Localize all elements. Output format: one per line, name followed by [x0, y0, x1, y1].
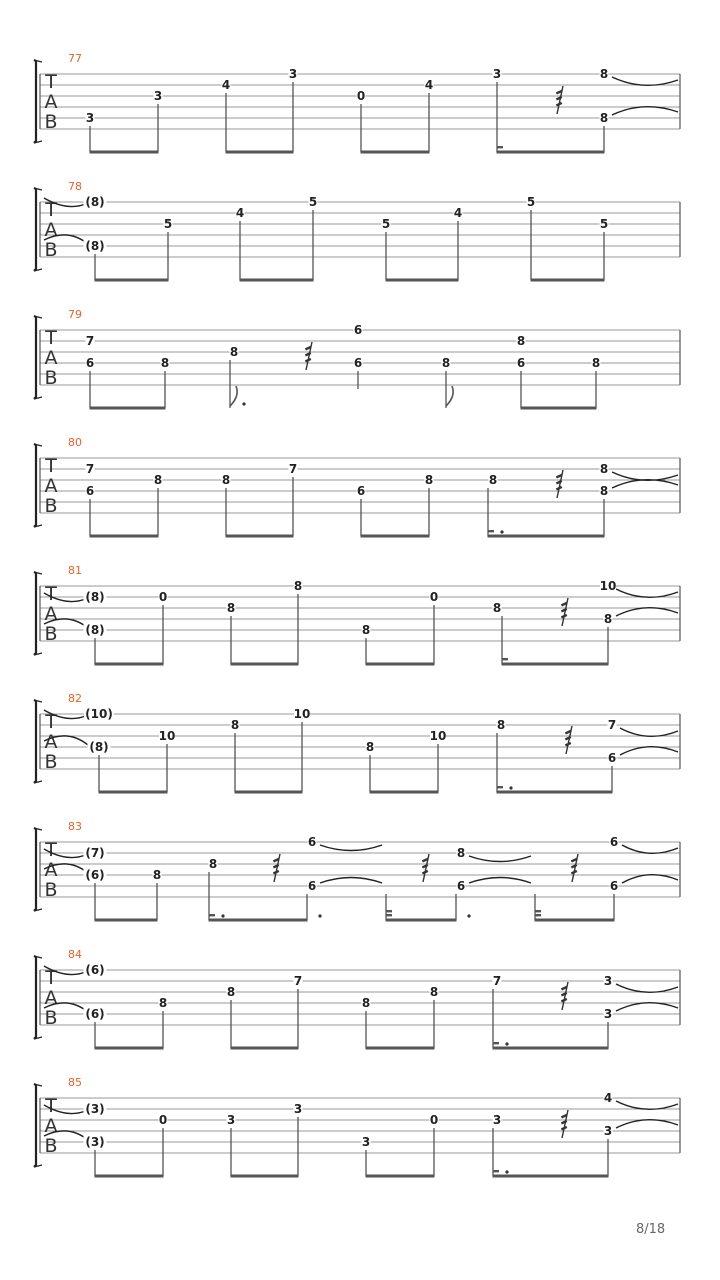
fret-number: 8 [361, 996, 371, 1010]
note-beam [493, 1047, 609, 1050]
tremolo-bar [556, 480, 562, 485]
note-flag [446, 386, 453, 406]
measure-number: 78 [68, 180, 82, 193]
tab-clef-letter: B [44, 111, 58, 133]
tie-arc [616, 608, 678, 616]
system-bracket [34, 444, 36, 527]
fret-number: 8 [599, 462, 609, 476]
fret-number: 0 [356, 89, 366, 103]
partial-beam [497, 146, 503, 148]
fret-number: 6 [85, 484, 95, 498]
fret-number: 6 [516, 356, 526, 370]
fret-number: 7 [492, 974, 502, 988]
note-beam [497, 791, 613, 794]
tab-clef-letter: T [45, 583, 57, 605]
fret-number: 10 [599, 579, 617, 593]
tab-clef-letter: A [44, 1115, 58, 1137]
note-beam [90, 151, 159, 154]
system-bracket [34, 188, 36, 271]
note-beam [95, 663, 164, 666]
fret-number: (6) [85, 868, 105, 882]
partial-beam [386, 914, 392, 916]
fret-number: 6 [85, 356, 95, 370]
fret-number: 8 [516, 334, 526, 348]
fret-number: 6 [353, 356, 363, 370]
partial-beam [493, 1170, 499, 1172]
fret-number: 3 [153, 89, 163, 103]
tie-arc [622, 875, 678, 883]
tab-clef-letter: A [44, 219, 58, 241]
dot-mark [318, 914, 321, 917]
tie-arc [616, 1101, 678, 1109]
fret-number: 6 [609, 879, 619, 893]
system-bracket [34, 60, 36, 143]
note-beam [95, 919, 158, 922]
fret-number: 10 [429, 729, 447, 743]
fret-number: 8 [221, 473, 231, 487]
tremolo-bar [556, 96, 562, 101]
system-bracket [34, 572, 36, 655]
fret-number: 8 [158, 996, 168, 1010]
tie-arc [469, 878, 531, 884]
fret-number: 8 [293, 579, 303, 593]
tab-clef-letter: T [45, 839, 57, 861]
fret-number: 10 [158, 729, 176, 743]
measure-number: 85 [68, 1076, 82, 1089]
fret-number: 7 [85, 462, 95, 476]
partial-beam [502, 658, 508, 660]
dot-mark [509, 786, 512, 789]
fret-number: 8 [230, 718, 240, 732]
measure-number: 81 [68, 564, 82, 577]
measure-number: 82 [68, 692, 82, 705]
fret-number: 7 [85, 334, 95, 348]
fret-number: (8) [85, 590, 105, 604]
note-beam [366, 1175, 435, 1178]
fret-number: 8 [208, 857, 218, 871]
fret-number: (8) [85, 623, 105, 637]
fret-number: 6 [607, 751, 617, 765]
fret-number: 8 [441, 356, 451, 370]
fret-number: 8 [488, 473, 498, 487]
fret-number: 5 [163, 217, 173, 231]
partial-beam [535, 914, 541, 916]
dot-mark [505, 1042, 508, 1045]
fret-number: 4 [453, 206, 463, 220]
tie-arc [320, 845, 382, 851]
tie-arc [620, 728, 678, 736]
tab-system [34, 820, 680, 922]
tab-clef-letter: T [45, 199, 57, 221]
measure-number: 77 [68, 52, 82, 65]
partial-beam [535, 910, 541, 912]
dot-mark [221, 914, 224, 917]
measure-number: 83 [68, 820, 82, 833]
fret-number: 5 [599, 217, 609, 231]
tremolo-bar [561, 992, 567, 997]
tab-clef-letter: T [45, 711, 57, 733]
note-flag [230, 386, 237, 406]
tab-clef-letter: B [44, 751, 58, 773]
fret-number: 7 [293, 974, 303, 988]
fret-number: (8) [85, 239, 105, 253]
note-beam [226, 535, 294, 538]
fret-number: 3 [603, 974, 613, 988]
note-beam [231, 1175, 299, 1178]
fret-number: 8 [492, 601, 502, 615]
tab-clef-letter: B [44, 879, 58, 901]
system-bracket [34, 700, 36, 783]
fret-number: 4 [221, 78, 231, 92]
tab-clef-letter: T [45, 327, 57, 349]
tie-arc [620, 747, 678, 755]
fret-number: 6 [307, 879, 317, 893]
dot-mark [467, 914, 470, 917]
fret-number: 8 [226, 601, 236, 615]
tie-arc [616, 1003, 678, 1011]
fret-number: 8 [599, 67, 609, 81]
fret-number: (8) [89, 740, 109, 754]
tab-clef-letter: T [45, 1095, 57, 1117]
tab-system [34, 948, 680, 1050]
note-beam [95, 1175, 164, 1178]
fret-number: 6 [456, 879, 466, 893]
fret-number: 8 [424, 473, 434, 487]
fret-number: 8 [429, 985, 439, 999]
tab-clef-letter: B [44, 1007, 58, 1029]
tie-arc [612, 107, 678, 115]
tab-clef-letter: A [44, 347, 58, 369]
note-beam [99, 791, 168, 794]
tab-clef-letter: T [45, 967, 57, 989]
tremolo-bar [561, 1120, 567, 1125]
fret-number: 3 [492, 1113, 502, 1127]
tab-clef-letter: A [44, 859, 58, 881]
fret-number: 0 [429, 1113, 439, 1127]
fret-number: (3) [85, 1102, 105, 1116]
note-beam [370, 791, 439, 794]
fret-number: 10 [293, 707, 311, 721]
system-bracket [34, 956, 36, 1039]
fret-number: 5 [308, 195, 318, 209]
tab-clef-letter: B [44, 367, 58, 389]
note-beam [497, 151, 605, 154]
fret-number: 8 [229, 345, 239, 359]
tab-clef-letter: B [44, 239, 58, 261]
system-bracket [34, 828, 36, 911]
tab-clef-letter: T [45, 71, 57, 93]
tab-clef-letter: T [45, 455, 57, 477]
dot-mark [242, 402, 245, 405]
partial-beam [493, 1042, 499, 1044]
partial-beam [209, 914, 215, 916]
fret-number: 6 [307, 835, 317, 849]
fret-number: 5 [381, 217, 391, 231]
tremolo-bar [571, 864, 577, 869]
note-beam [235, 791, 303, 794]
tab-system [34, 52, 680, 154]
tab-system [34, 1076, 680, 1178]
note-beam [531, 279, 605, 282]
fret-number: 8 [365, 740, 375, 754]
dot-mark [505, 1170, 508, 1173]
fret-number: 8 [456, 846, 466, 860]
fret-number: 0 [158, 1113, 168, 1127]
fret-number: 4 [424, 78, 434, 92]
note-beam [361, 535, 430, 538]
partial-beam [488, 530, 494, 532]
tremolo-bar [422, 864, 428, 869]
fret-number: (8) [85, 195, 105, 209]
fret-number: 8 [599, 484, 609, 498]
fret-number: (6) [85, 1007, 105, 1021]
partial-beam [386, 910, 392, 912]
measure-number: 79 [68, 308, 82, 321]
tab-clef-letter: B [44, 1135, 58, 1157]
note-beam [488, 535, 605, 538]
partial-beam [497, 786, 503, 788]
note-beam [493, 1175, 609, 1178]
note-beam [95, 279, 169, 282]
fret-number: 3 [293, 1102, 303, 1116]
fret-number: 8 [160, 356, 170, 370]
fret-number: 8 [599, 111, 609, 125]
tie-arc [622, 845, 678, 853]
fret-number: 7 [288, 462, 298, 476]
fret-number: 3 [492, 67, 502, 81]
system-bracket [34, 1084, 36, 1167]
note-beam [386, 919, 457, 922]
fret-number: 6 [356, 484, 366, 498]
dot-mark [500, 530, 503, 533]
tab-system [34, 564, 680, 666]
fret-number: (6) [85, 963, 105, 977]
tab-clef-letter: B [44, 495, 58, 517]
tab-clef-letter: A [44, 475, 58, 497]
note-beam [90, 407, 166, 410]
tie-arc [616, 589, 678, 597]
note-beam [95, 1047, 164, 1050]
fret-number: 5 [526, 195, 536, 209]
tab-clef-letter: A [44, 731, 58, 753]
fret-number: 6 [609, 835, 619, 849]
note-beam [240, 279, 314, 282]
note-beam [366, 663, 435, 666]
page-number: 8/18 [636, 1222, 666, 1237]
measure-number: 84 [68, 948, 82, 961]
note-beam [231, 1047, 299, 1050]
fret-number: 8 [152, 868, 162, 882]
fret-number: 7 [607, 718, 617, 732]
tie-arc [320, 878, 382, 884]
tab-system [34, 180, 680, 282]
fret-number: 3 [85, 111, 95, 125]
fret-number: 3 [226, 1113, 236, 1127]
fret-number: (3) [85, 1135, 105, 1149]
note-beam [502, 663, 609, 666]
fret-number: 3 [361, 1135, 371, 1149]
fret-number: 0 [158, 590, 168, 604]
fret-number: 6 [353, 323, 363, 337]
tie-arc [616, 984, 678, 992]
system-bracket [34, 316, 36, 399]
fret-number: 4 [235, 206, 245, 220]
fret-number: 8 [591, 356, 601, 370]
tie-arc [616, 1120, 678, 1128]
fret-number: 8 [361, 623, 371, 637]
fret-number: 8 [153, 473, 163, 487]
fret-number: 3 [603, 1124, 613, 1138]
note-beam [90, 535, 159, 538]
tie-arc [469, 856, 531, 862]
note-beam [386, 279, 459, 282]
fret-number: 8 [496, 718, 506, 732]
note-beam [231, 663, 299, 666]
measure-number: 80 [68, 436, 82, 449]
tremolo-bar [273, 864, 279, 869]
note-beam [521, 407, 597, 410]
fret-number: 8 [603, 612, 613, 626]
tie-arc [612, 77, 678, 85]
fret-number: (7) [85, 846, 105, 860]
tremolo-bar [305, 352, 311, 357]
tab-system [34, 692, 680, 794]
tab-system [34, 308, 680, 410]
fret-number: 3 [288, 67, 298, 81]
fret-number: 8 [226, 985, 236, 999]
tab-system [34, 436, 680, 538]
fret-number: 0 [429, 590, 439, 604]
tab-clef-letter: B [44, 623, 58, 645]
note-beam [226, 151, 294, 154]
note-beam [535, 919, 615, 922]
fret-number: 3 [603, 1007, 613, 1021]
tremolo-bar [565, 736, 571, 741]
tab-clef-letter: A [44, 987, 58, 1009]
note-beam [366, 1047, 435, 1050]
tab-clef-letter: A [44, 91, 58, 113]
tremolo-bar [561, 608, 567, 613]
note-beam [209, 919, 308, 922]
fret-number: (10) [85, 707, 113, 721]
tab-clef-letter: A [44, 603, 58, 625]
note-beam [361, 151, 430, 154]
fret-number: 4 [603, 1091, 613, 1105]
